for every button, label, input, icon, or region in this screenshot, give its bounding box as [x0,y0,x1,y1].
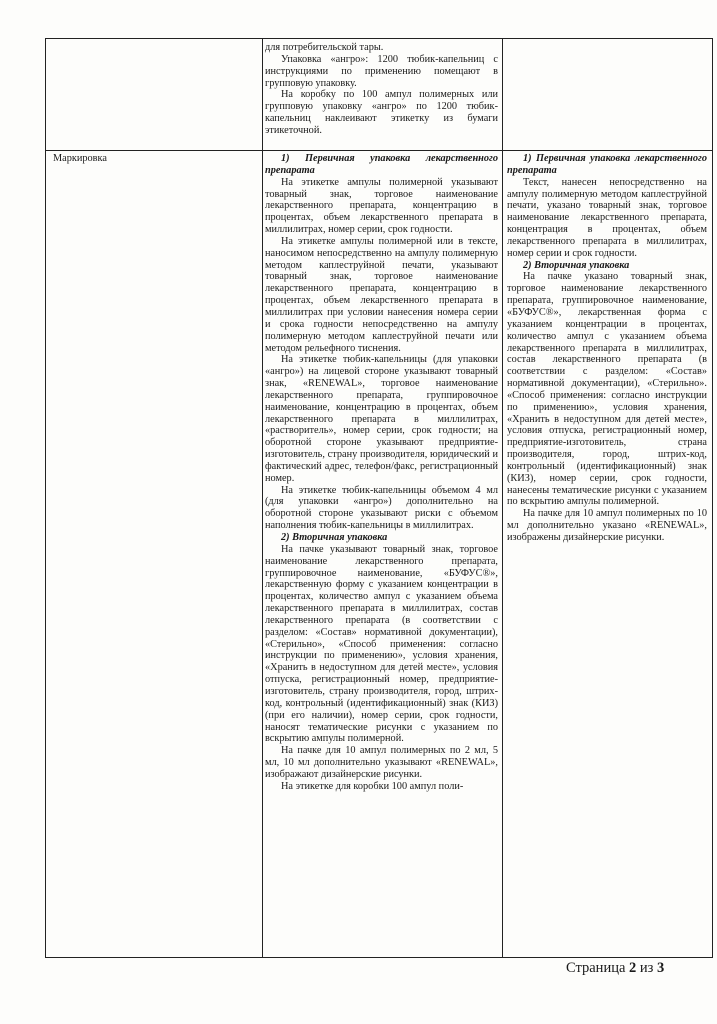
marking-paragraph-4: На этикетке тюбик-капельницы объемом 4 мл (для упаковки «ангро») дополнительно на оборотной стороне указывают риски с объемом наполнения тюбик-капельницы в миллилитрах. [265,484,498,532]
page-number: 2 [629,960,637,976]
result-paragraph-3: На пачке для 10 ампул полимерных по 10 мл дополнительно указано «RENEWAL», изображены дизайнерские рисунки. [507,508,707,543]
column-divider-2 [502,38,503,958]
result-paragraph-2: На пачке указано товарный знак, торговое наименование лекарственного препарата, группировочное наименование, «БУФУС®», лекарственная форма с указанием концентрации в процентах, количество ампул с указанием объема лекарственного препарата в миллилитрах, состав лекарственного препарата (в соответствии с разделом: «Состав» нормативной документации), «Стерильно». «Способ применения: согласно инструкции по применению», условия хранения, «Хранить в недоступном для детей месте», условия отпуска, регистрационный номер, предприятие-изготовитель, страна производителя, город, штрих-код, контрольный (идентификационный) знак (КИЗ), номер серии, срок годности, нанесены тематические рисунки с указанием по вскрытию ампулы полимерной. [507,271,707,508]
marking-results-cell [507,153,707,544]
total-pages: 3 [657,960,665,976]
result-paragraph-1: Текст, нанесен непосредственно на ампулу полимерную методом каплеструйной печати, указано товарный знак, торговое наименование лекарственного препарата, концентрация в процентах, объем лекарственного препарата в миллилитрах, номер серии и срок годности. [507,176,707,259]
marking-paragraph-1: На этикетке ампулы полимерной указывают товарный знак, торговое наименование лекарственного препарата, концентрацию в процентах, объем лекарственного препарата в миллилитрах, номер серии, срок годности. [265,176,498,236]
of-word: из [639,960,654,976]
row-divider [45,150,713,151]
result-primary-heading: 1) Первичная упаковка лекарственного препарата [507,153,707,176]
packaging-angro-paragraph: Упаковка «ангро»: 1200 тюбик-капельниц с инструкциями по применению помещают в групповую упаковку. [265,53,498,89]
packaging-label-paragraph: На коробку по 100 ампул полимерных или групповую упаковку «ангро» по 1200 тюбик-капельниц наклеивают этикетку из бумаги этикеточной. [265,89,498,136]
row-label-cell [53,153,258,165]
marking-paragraph-3: На этикетке тюбик-капельницы (для упаковки «ангро») на лицевой стороне указывают товарный знак, «RENEWAL», торговое наименование лекарственного препарата, группировочное наименование, концентрацию в процентах, объем лекарственного препарата в миллилитрах, «растворитель», номер серии, срок годности; на оборотной стороне указывают предприятие-изготовитель, страну производителя, юридический и фактический адрес, телефон/факс, регистрационный номер. [265,354,498,484]
marking-paragraph-6: На пачке для 10 ампул полимерных по 2 мл, 5 мл, 10 мл дополнительно указывают «RENEWAL», изображают дизайнерские рисунки. [265,745,498,780]
result-secondary-heading: 2) Вторичная упаковка [523,259,630,271]
packaging-continuation-cell [265,42,498,137]
marking-paragraph-2: На этикетке ампулы полимерной или в тексте, наносимом непосредственно на ампулу полимерную методом каплеструйной печати, указывают товарный знак, торговое наименование лекарственного препарата, концентрацию в процентах, объем лекарственного препарата в миллилитрах при условии нанесения номера серии и срока годности непосредственно на ампулу полимерную методом каплеструйной печати или методом рельефного тиснения. [265,235,498,354]
primary-packaging-heading: 1) Первичная упаковка лекарственного препарата [265,153,498,176]
row-label-marking: Маркировка [53,153,107,164]
packaging-line-1: для потребительской тары. [265,42,384,53]
page-word: Страница [566,960,626,976]
marking-paragraph-5: На пачке указывают товарный знак, торговое наименование лекарственного препарата, группировочное наименование, «БУФУС®», лекарственную форму с указанием концентрации в процентах, количество ампул с указанием объема лекарственного препарата в миллилитрах, состав лекарственного препарата (в соответствии с разделом: «Состав» нормативной документации), «Стерильно», «Способ применения: согласно инструкции по применению», условия хранения, «Хранить в недоступном для детей месте», условия отпуска, регистрационный номер, предприятие-изготовитель, страну производителя, город, штрих-код, контрольный (идентификационный) знак (КИЗ) (при его наличии), номер серии, срок годности, наносят тематические рисунки с указанием по вскрытию ампулы полимерной. [265,543,498,745]
secondary-packaging-heading: 2) Вторичная упаковка [281,532,388,543]
marking-paragraph-7: На этикетке для коробки 100 ампул поли- [281,780,464,792]
column-divider-1 [262,38,263,958]
page-counter [566,960,664,977]
marking-requirements-cell [265,153,498,958]
